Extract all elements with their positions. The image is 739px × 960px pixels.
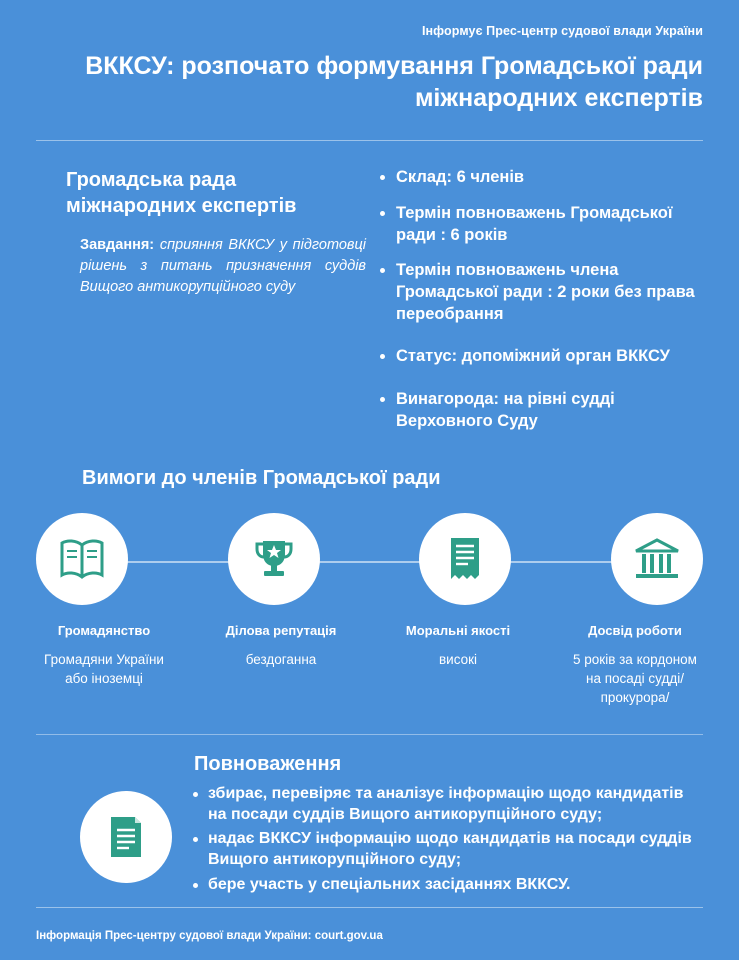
powers-section [0, 735, 739, 900]
list-item: Винагорода: на рівні судді Верховного Суду [378, 389, 703, 433]
clipboard-icon [104, 812, 148, 862]
task-label: Завдання: [80, 237, 155, 253]
powers-list [190, 784, 703, 896]
caption-morality [390, 623, 526, 708]
caption-title: Моральні якості [405, 622, 511, 638]
caption-text: високі [438, 652, 478, 668]
powers-icon-circle [80, 791, 172, 883]
task-text: сприяння ВККСУ у підготовці рішень з питань призначення суддів Вищого антикорупційного суду [80, 237, 367, 296]
requirements-icons-row [36, 513, 703, 609]
list-item: бере участь у спеціальних засіданнях ВККСУ. [190, 875, 703, 896]
footer-text: Інформація Прес-центру судової влади України: court.gov.ua [36, 930, 383, 942]
caption-text: Громадяни України або іноземці [44, 652, 164, 687]
content-columns [0, 141, 739, 447]
list-item: збирає, перевіряє та аналізує інформацію щодо кандидатів на посади суддів Вищого антикорупційного суду; [190, 784, 703, 826]
requirement-icon-citizenship [36, 513, 128, 605]
powers-icon-wrapper [66, 753, 186, 883]
caption-title: Досвід роботи [588, 622, 682, 638]
footer-divider [36, 907, 703, 908]
left-column [36, 167, 366, 447]
court-building-icon [632, 537, 682, 581]
caption-citizenship [36, 623, 172, 708]
requirements-heading: Вимоги до членів Громадської ради [82, 466, 441, 489]
caption-title: Громадянство [57, 622, 151, 638]
list-item: Статус: допоміжний орган ВККСУ [378, 346, 703, 368]
requirement-icon-reputation [228, 513, 320, 605]
powers-heading: Повноваження [194, 752, 342, 775]
requirement-icon-morality [419, 513, 511, 605]
list-item: Склад: 6 членів [378, 167, 703, 189]
task-description [66, 235, 366, 298]
right-column [366, 167, 703, 447]
page-title: ВККСУ: розпочато формування Громадської ради міжнародних експертів [85, 52, 703, 112]
list-item: Термін повноважень члена Громадської ради : 2 роки без права переобрання [378, 260, 703, 325]
document-icon [445, 535, 485, 583]
press-center-source: Інформує Прес-центр судової влади України [421, 24, 703, 38]
caption-reputation [213, 623, 349, 708]
caption-text: бездоганна [245, 652, 317, 668]
council-heading: Громадська рада міжнародних експертів [66, 169, 297, 217]
powers-body [186, 753, 703, 900]
requirements-captions [36, 623, 703, 708]
list-item: Термін повноважень Громадської ради : 6 років [378, 203, 703, 247]
list-item: надає ВККСУ інформацію щодо кандидатів на посади суддів Вищого антикорупційного суду; [190, 829, 703, 871]
trophy-icon [251, 536, 297, 582]
requirement-icon-experience [611, 513, 703, 605]
caption-text: 5 років за кордоном на посаді судді/прокурора/ [573, 652, 697, 705]
caption-title: Ділова репутація [225, 622, 337, 638]
facts-list [378, 167, 703, 433]
book-icon [58, 537, 106, 581]
caption-experience [567, 623, 703, 708]
